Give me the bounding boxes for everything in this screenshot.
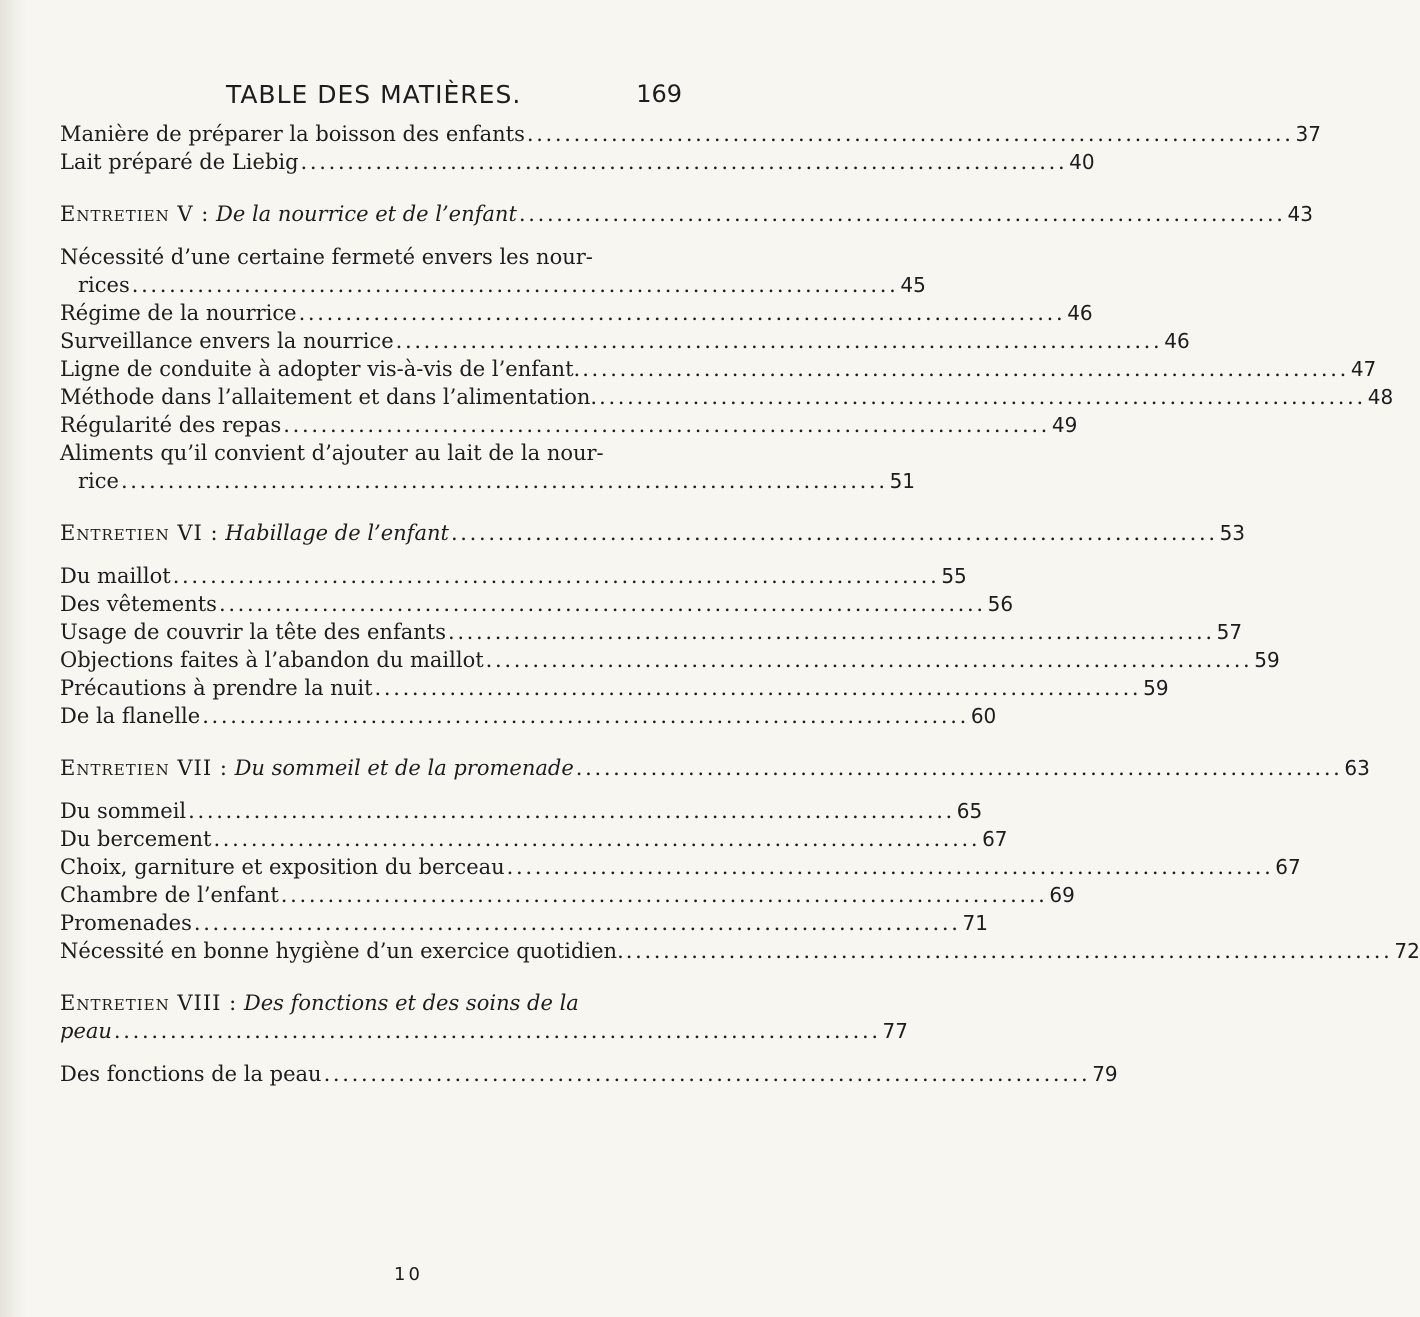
toc-entry-label: Régime de la nourrice <box>60 301 297 325</box>
toc-entry-page: 67 <box>1275 855 1301 879</box>
toc-entry-label: De la flanelle <box>60 704 201 728</box>
dot-leader <box>114 1017 876 1045</box>
toc-entry-label: Nécessité en bonne hygiène d’un exercice quotidien. <box>60 939 624 963</box>
toc-entry <box>60 590 1014 618</box>
dot-leader <box>194 909 956 937</box>
dot-leader <box>396 327 1158 355</box>
dot-leader <box>451 519 1213 547</box>
toc-entry <box>60 797 983 825</box>
toc-entry-label: rices <box>78 273 130 297</box>
toc-entry-first-line: Nécessité d’une certaine fermeté envers les nour- <box>60 245 593 269</box>
toc-entry-page: 37 <box>1295 122 1321 146</box>
toc-entry <box>60 937 1420 965</box>
toc-entry-label: Du bercement <box>60 827 212 851</box>
dot-leader <box>448 618 1210 646</box>
toc-entry <box>60 825 1008 853</box>
toc-entry-label: Usage de couvrir la tête des enfants <box>60 620 446 644</box>
dot-leader <box>299 299 1061 327</box>
toc-entry-page: 53 <box>1219 521 1246 545</box>
dot-leader <box>507 853 1269 881</box>
toc-entry-label: rice <box>78 469 119 493</box>
toc-entry-page: 49 <box>1051 413 1078 437</box>
toc-entry-label: Précautions à prendre la nuit <box>60 676 373 700</box>
toc-entry-label: Choix, garniture et exposition du berceau <box>60 855 505 879</box>
dot-leader <box>202 702 964 730</box>
toc-entry-label: Chambre de l’enfant <box>60 883 279 907</box>
dot-leader <box>173 562 935 590</box>
toc-entry <box>60 1060 1118 1088</box>
dot-leader <box>626 937 1388 965</box>
toc-chapter <box>60 200 1313 228</box>
toc-entry <box>60 674 1169 702</box>
chapter-title: De la nourrice et de l’enfant <box>216 202 517 226</box>
toc-entry-first-line: Aliments qu’il convient d’ajouter au lait de la nour- <box>60 441 604 465</box>
chapter-title: Des fonctions et des soins de la <box>243 991 579 1015</box>
toc-chapter <box>60 1017 908 1045</box>
toc-entry-label: Manière de préparer la boisson des enfants <box>60 122 525 146</box>
dot-leader <box>219 590 981 618</box>
toc-entry <box>60 853 1301 881</box>
toc-entry-page: 79 <box>1092 1062 1118 1086</box>
chapter-prefix: Entretien VII : <box>60 756 228 780</box>
toc-entry-page: 71 <box>962 911 988 935</box>
toc-entry-label: Des vêtements <box>60 592 217 616</box>
table-of-contents <box>60 120 1420 1088</box>
chapter-title: Habillage de l’enfant <box>225 521 449 545</box>
chapter-prefix: Entretien VI : <box>60 521 219 545</box>
toc-entry <box>60 881 1075 909</box>
toc-entry-page: 59 <box>1143 676 1169 700</box>
dot-leader <box>599 383 1361 411</box>
toc-entry-label: Lait préparé de Liebig <box>60 150 299 174</box>
toc-entry <box>60 467 916 495</box>
dot-leader <box>576 754 1338 782</box>
toc-entry-page: 47 <box>1350 357 1377 381</box>
printer-signature-mark: 10 <box>394 1264 423 1285</box>
toc-chapter <box>60 519 1246 547</box>
toc-entry-label: Du sommeil <box>60 799 187 823</box>
toc-chapter <box>60 754 1370 782</box>
dot-leader <box>281 881 1043 909</box>
dot-leader <box>375 674 1137 702</box>
toc-entry-page: 55 <box>941 564 967 588</box>
page-title: TABLE DES MATIÈRES. <box>226 80 522 109</box>
toc-entry-page: 69 <box>1049 883 1075 907</box>
toc-entry <box>60 299 1093 327</box>
dot-leader <box>582 355 1344 383</box>
toc-entry-page: 63 <box>1344 756 1370 780</box>
toc-entry <box>60 411 1078 439</box>
dot-leader <box>486 646 1248 674</box>
chapter-prefix: Entretien V : <box>60 202 210 226</box>
dot-leader <box>188 797 950 825</box>
toc-entry <box>60 383 1394 411</box>
page-number: 169 <box>636 80 682 108</box>
toc-entry-label: Du maillot <box>60 564 171 588</box>
toc-chapter-first-line <box>60 989 686 1017</box>
toc-entry-label: Régularité des repas <box>60 413 282 437</box>
toc-entry <box>60 646 1280 674</box>
toc-entry <box>60 148 1095 176</box>
toc-entry-label: Méthode dans l’allaitement et dans l’alimentation. <box>60 385 598 409</box>
chapter-prefix: Entretien VIII : <box>60 991 238 1015</box>
toc-entry-label: Promenades <box>60 911 192 935</box>
running-head <box>226 80 682 114</box>
toc-entry-page: 65 <box>956 799 983 823</box>
toc-entry-label: Surveillance envers la nourrice <box>60 329 394 353</box>
toc-entry <box>60 120 1321 148</box>
toc-entry <box>60 271 926 299</box>
toc-entry-page: 51 <box>889 469 916 493</box>
dot-leader <box>324 1060 1086 1088</box>
toc-entry-page: 59 <box>1254 648 1280 672</box>
dot-leader <box>121 467 883 495</box>
dot-leader <box>283 411 1045 439</box>
toc-entry-page: 77 <box>882 1019 908 1043</box>
toc-entry-label: Ligne de conduite à adopter vis-à-vis de l’enfant. <box>60 357 581 381</box>
toc-entry-page: 45 <box>900 273 926 297</box>
toc-entry-page: 57 <box>1216 620 1243 644</box>
toc-entry-page: 40 <box>1069 150 1095 174</box>
dot-leader <box>519 200 1281 228</box>
dot-leader <box>213 825 975 853</box>
toc-entry <box>60 562 967 590</box>
toc-entry-page: 48 <box>1367 385 1394 409</box>
toc-entry-page: 67 <box>982 827 1008 851</box>
toc-entry-page: 60 <box>970 704 997 728</box>
toc-entry-page: 43 <box>1287 202 1313 226</box>
toc-entry <box>60 355 1377 383</box>
dot-leader <box>301 148 1063 176</box>
toc-entry <box>60 618 1243 646</box>
toc-entry <box>60 909 988 937</box>
dot-leader <box>527 120 1289 148</box>
chapter-title-continued: peau <box>60 1019 112 1043</box>
toc-entry-page: 46 <box>1164 329 1190 353</box>
toc-entry-page: 72 <box>1394 939 1420 963</box>
toc-entry <box>60 327 1190 355</box>
toc-entry-label: Des fonctions de la peau <box>60 1062 322 1086</box>
chapter-title: Du sommeil et de la promenade <box>234 756 574 780</box>
toc-entry-page: 46 <box>1067 301 1093 325</box>
toc-entry-page: 56 <box>987 592 1014 616</box>
dot-leader <box>132 271 894 299</box>
toc-entry-label: Objections faites à l’abandon du maillot <box>60 648 484 672</box>
toc-entry <box>60 702 997 730</box>
